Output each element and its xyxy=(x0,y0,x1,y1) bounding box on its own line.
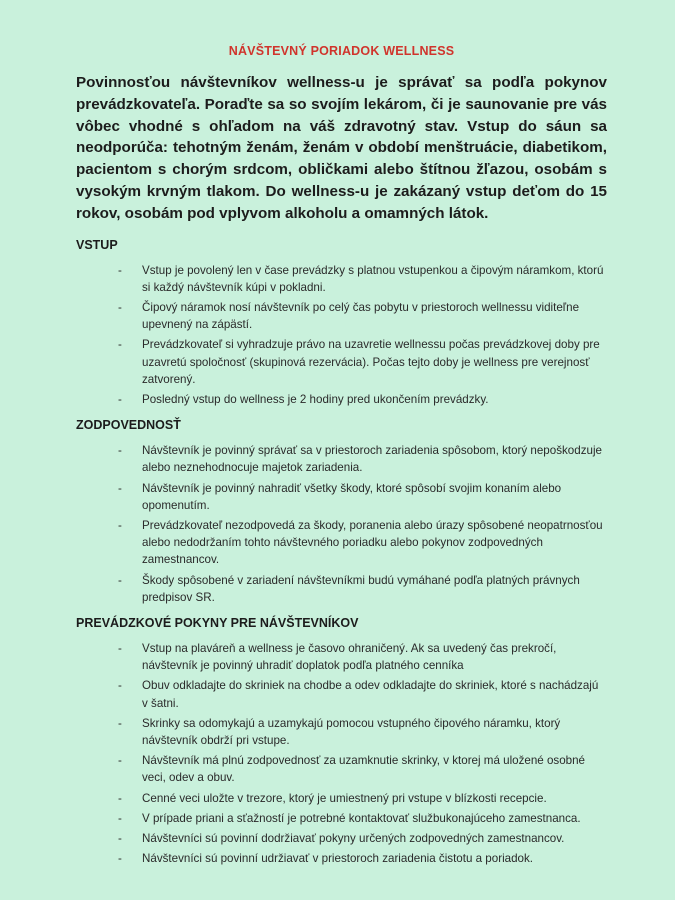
bullet-dash: - xyxy=(118,852,122,866)
section-list xyxy=(76,442,607,606)
list-item xyxy=(76,677,607,711)
bullet-dash: - xyxy=(118,791,122,805)
bullet-dash: - xyxy=(118,393,122,406)
document-title: NÁVŠTEVNÝ PORIADOK WELLNESS xyxy=(228,44,455,58)
section-list xyxy=(76,262,607,409)
list-item-text: Návštevník je povinný správať sa v priestoroch zariadenia spôsobom, ktorý nepoškodzuje alebo neznehodnocuje majetok zariadenia. xyxy=(142,444,602,475)
section-heading: PREVÁDZKOVÉ POKYNY PRE NÁVŠTEVNÍKOV xyxy=(76,616,359,631)
bullet-dash: - xyxy=(118,519,122,533)
list-item-text: Prevádzkovateľ si vyhradzuje právo na uzavretie wellnessu počas prevádzkovej doby pre uzavretú spoločnosť (skupinová rezervácia). Počas tejto doby je wellness pre verejnosť zatvorený. xyxy=(142,338,600,386)
list-item xyxy=(76,336,607,388)
list-item-text: Návštevníci sú povinní dodržiavať pokyny určených zodpovedných zamestnancov. xyxy=(142,832,565,846)
list-item-text: Návštevník má plnú zodpovednosť za uzamknutie skrinky, v ktorej má uložené osobné veci, odev a obuv. xyxy=(142,754,585,785)
list-item-text: Škody spôsobené v zariadení návštevníkmi budú vymáhané podľa platných právnych predpisov SR. xyxy=(142,573,580,604)
list-item-text: Prevádzkovateľ nezodpovedá za škody, poranenia alebo úrazy spôsobené neopatrnosťou alebo nedodržaním tohto návštevného poriadku alebo pokynov zodpovedných zamestnancov. xyxy=(142,519,603,567)
bullet-dash: - xyxy=(118,811,122,825)
list-item-text: Návštevníci sú povinní udržiavať v priestoroch zariadenia čistotu a poriadok. xyxy=(142,852,534,866)
list-item-text: Cenné veci uložte v trezore, ktorý je umiestnený pri vstupe v blízkosti recepcie. xyxy=(142,791,547,805)
bullet-dash: - xyxy=(118,300,122,314)
list-item xyxy=(76,850,607,867)
list-item-text: Skrinky sa odomykajú a uzamykajú pomocou vstupného čipového náramku, ktorý návštevník obdrží pri vstupe. xyxy=(142,716,561,748)
list-item xyxy=(76,715,607,749)
list-item xyxy=(76,442,607,476)
list-item xyxy=(76,480,607,514)
list-item-text: Návštevník je povinný nahradiť všetky škody, ktoré spôsobí svojim konaním alebo opomenutím. xyxy=(142,481,562,512)
intro-paragraph: Povinnosťou návštevníkov wellness-u je správať sa podľa pokynov prevádzkovateľa. Poraďte sa so svojím lekárom, či je saunovanie pre vás vôbec vhodné s ohľadom na váš zdravotný stav. Vstup do sáun sa neodporúča: tehotným ženám, ženám v období menštruácie, diabetikom, pacientom s chorým srdcom, obličkami alebo štítnou žľazou, osobám s vysokým krvným tlakom. Do wellness-u je zakázaný vstup deťom do 15 rokov, osobám pod vplyvom alkoholu a omamných látok. xyxy=(76,74,607,222)
bullet-dash: - xyxy=(118,679,122,693)
list-item-text: Čipový náramok nosí návštevník po celý čas pobytu v priestoroch wellnessu viditeľne upevnený na zápästí. xyxy=(142,300,580,332)
list-item xyxy=(76,572,607,606)
list-item xyxy=(76,752,607,786)
section-heading: VSTUP xyxy=(76,237,118,252)
list-item-text: Obuv odkladajte do skriniek na chodbe a odev odkladajte do skriniek, ktoré s nachádzajú v šatni. xyxy=(142,679,599,710)
list-item xyxy=(76,517,607,569)
bullet-dash: - xyxy=(118,444,122,458)
list-item-text: V prípade priani a sťažností je potrebné kontaktovať službukonajúceho zamestnanca. xyxy=(142,811,581,825)
list-item xyxy=(76,262,607,296)
section-prevadzkove-pokyny xyxy=(76,616,607,867)
list-item xyxy=(76,640,607,674)
section-heading: ZODPOVEDNOSŤ xyxy=(76,418,181,433)
list-item xyxy=(76,790,607,807)
bullet-dash: - xyxy=(118,832,122,846)
list-item-text: Posledný vstup do wellness je 2 hodiny pred ukončením prevádzky. xyxy=(142,393,489,406)
bullet-dash: - xyxy=(118,642,122,656)
bullet-dash: - xyxy=(118,716,122,730)
list-item xyxy=(76,391,607,408)
list-item xyxy=(76,830,607,847)
section-zodpovednost xyxy=(76,418,607,606)
bullet-dash: - xyxy=(118,754,122,768)
list-item xyxy=(76,299,607,333)
bullet-dash: - xyxy=(118,573,122,587)
bullet-dash: - xyxy=(118,263,122,277)
bullet-dash: - xyxy=(118,481,122,495)
list-item-text: Vstup na plaváreň a wellness je časovo ohraničený. Ak sa uvedený čas prekročí, návštevník je povinný uhradiť doplatok podľa platného cenníka xyxy=(142,642,557,673)
list-item-text: Vstup je povolený len v čase prevádzky s platnou vstupenkou a čipovým náramkom, ktorú si každý návštevník kúpi v pokladni. xyxy=(142,263,604,294)
list-item xyxy=(76,810,607,827)
bullet-dash: - xyxy=(118,338,122,352)
section-vstup xyxy=(76,238,607,409)
section-list xyxy=(76,640,607,867)
